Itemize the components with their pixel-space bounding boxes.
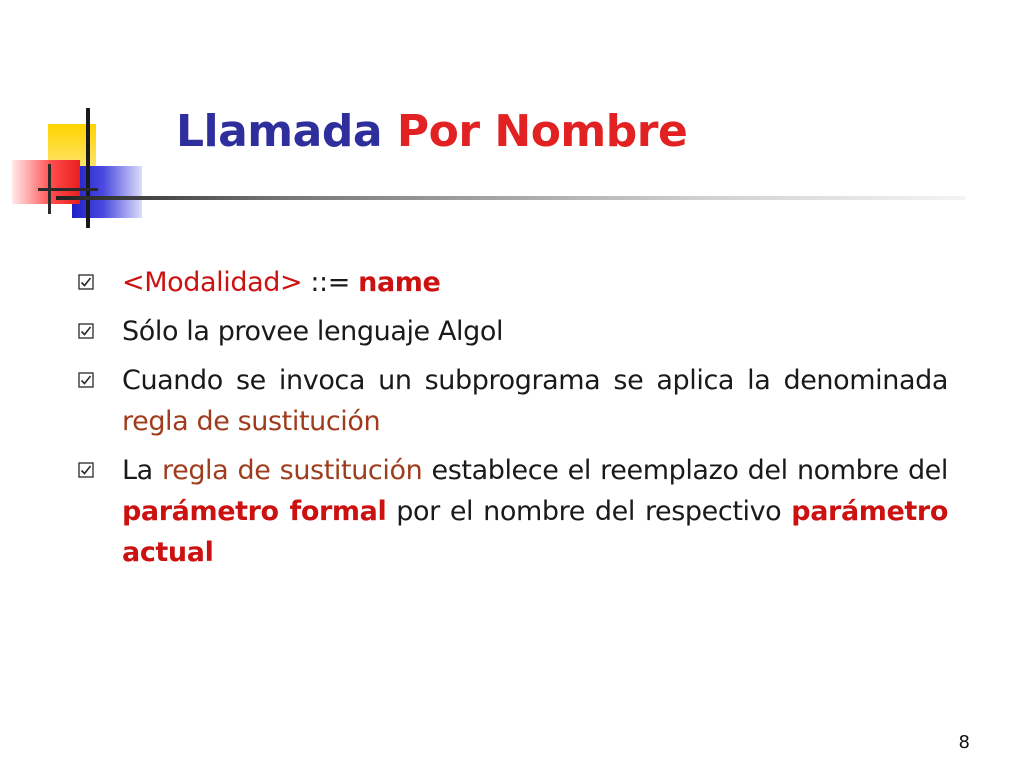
title-part-blue: Llamada xyxy=(176,106,383,157)
bullet-item xyxy=(78,450,948,573)
bullet-text xyxy=(122,450,948,573)
page-number: 8 xyxy=(958,732,970,753)
modalidad-term: <Modalidad> xyxy=(122,267,303,298)
title-underline xyxy=(56,196,966,200)
bullet-text xyxy=(122,262,948,303)
name-keyword: name xyxy=(358,267,441,298)
blue-square xyxy=(72,166,142,218)
logo-horizontal-line xyxy=(38,188,98,191)
bnf-operator: ::= xyxy=(302,267,359,298)
regla-term: regla de sustitución xyxy=(122,406,381,437)
bullet-text xyxy=(122,360,948,442)
regla-term: regla de sustitución xyxy=(162,455,423,486)
decorative-squares-logo xyxy=(10,108,150,232)
title-part-red: Por Nombre xyxy=(396,106,688,157)
bullet-text xyxy=(122,311,948,352)
logo-vertical-line xyxy=(86,108,90,228)
bullet-text-segment: por el nombre del respectivo xyxy=(386,496,792,527)
bullet-item xyxy=(78,311,948,352)
bullet-list xyxy=(78,262,948,581)
checkbox-icon xyxy=(78,323,94,339)
parametro-formal-term: parámetro formal xyxy=(122,496,387,527)
checkbox-icon xyxy=(78,274,94,290)
slide-title xyxy=(176,104,687,160)
bullet-text-segment: Cuando se invoca un subprograma se aplica la denominada xyxy=(122,365,948,396)
bullet-item xyxy=(78,360,948,442)
checkbox-icon xyxy=(78,372,94,388)
parametro-actual-term: parámetro actual xyxy=(122,496,948,568)
bullet-item xyxy=(78,262,948,303)
checkbox-icon xyxy=(78,462,94,478)
bullet-text-segment: establece el reemplazo del nombre del xyxy=(422,455,948,486)
bullet-text-segment: La xyxy=(122,455,162,486)
bullet-text-segment: Sólo la provee lenguaje Algol xyxy=(122,316,504,347)
